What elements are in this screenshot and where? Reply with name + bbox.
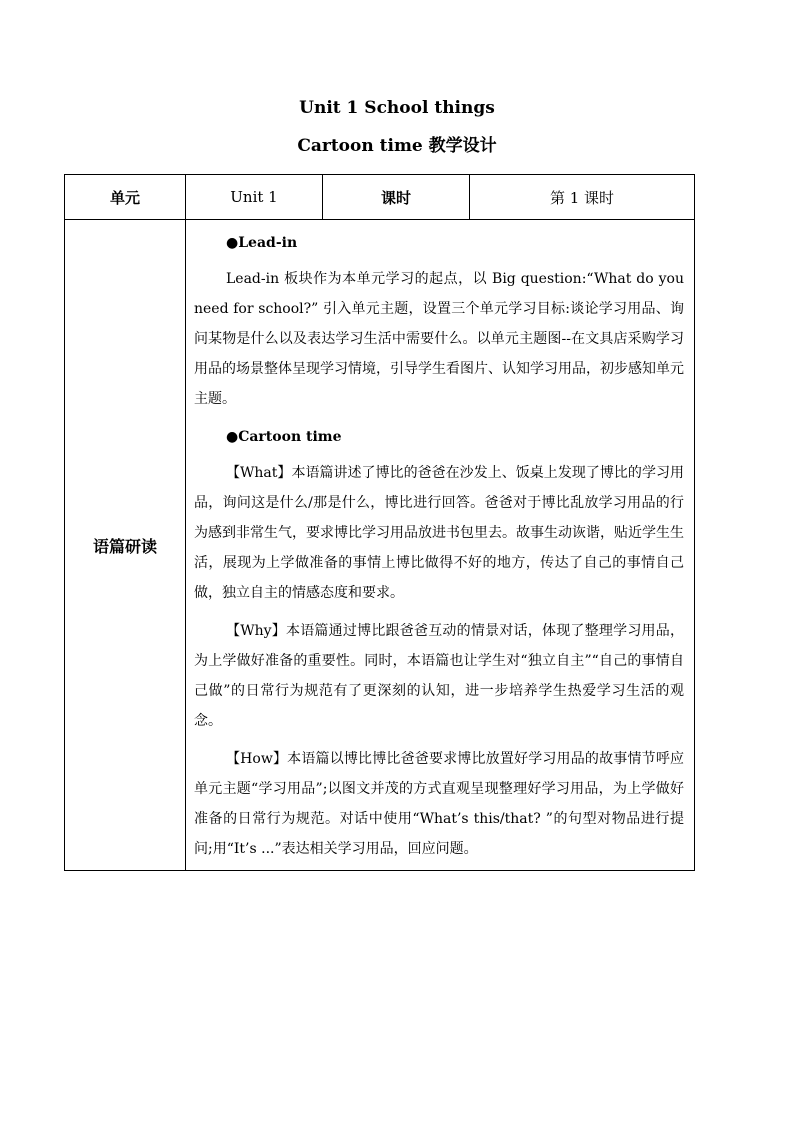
why-paragraph: 【Why】本语篇通过博比跟爸爸互动的情景对话，体现了整理学习用品，为上学做好准备的重要性。同时，本语篇也让学生对“独立自主”“自己的事情自己做”的日常行为规范有了更深刻的认知，进一步培养学生热爱学习生活的观念。 <box>194 623 684 729</box>
period-label-cell: 课时 <box>323 175 470 220</box>
what-paragraph: 【What】本语篇讲述了博比的爸爸在沙发上、饭桌上发现了博比的学习用品，询问这是什么/那是什么，博比进行回答。爸爸对于博比乱放学习用品的行为感到非常生气，要求博比学习用品放进书包里去。故事生动诙谐，贴近学生生活，展现为上学做准备的事情上博比做得不好的地方，传达了自己的事情自己做，独立自主的情感态度和要求。 <box>194 465 684 601</box>
text-analysis-label: 语篇研读 <box>65 220 186 871</box>
table-header-row <box>65 175 695 220</box>
leadin-paragraph: Lead-in 板块作为本单元学习的起点，以 Big question:“What do you need for school?” 引入单元主题，设置三个单元学习目标:谈论学习用品、询问某物是什么以及表达学习生活中需要什么。以单元主题图--在文具店采购学习用品的场景整体呈现学习情境，引导学生看图片、认知学习用品，初步感知单元主题。 <box>194 271 684 407</box>
unit-value-cell: Unit 1 <box>186 175 323 220</box>
text-analysis-row <box>65 220 695 871</box>
how-paragraph: 【How】本语篇以博比博比爸爸要求博比放置好学习用品的故事情节呼应单元主题“学习用品”;以图文并茂的方式直观呈现整理好学习用品，为上学做好准备的日常行为规范。对话中使用“What’s this/that? ”的句型对物品进行提问;用“It’s ...”表达相关学习用品，回应问题。 <box>194 751 684 857</box>
cartoon-time-heading: ●Cartoon time <box>226 429 342 445</box>
period-value-cell: 第 1 课时 <box>470 175 695 220</box>
lesson-design-table <box>64 174 695 871</box>
text-analysis-content <box>186 220 695 871</box>
document-subtitle: Cartoon time 教学设计 <box>297 136 497 156</box>
unit-label-cell: 单元 <box>65 175 186 220</box>
leadin-heading: ●Lead-in <box>226 235 298 251</box>
document-title: Unit 1 School things <box>299 98 495 118</box>
